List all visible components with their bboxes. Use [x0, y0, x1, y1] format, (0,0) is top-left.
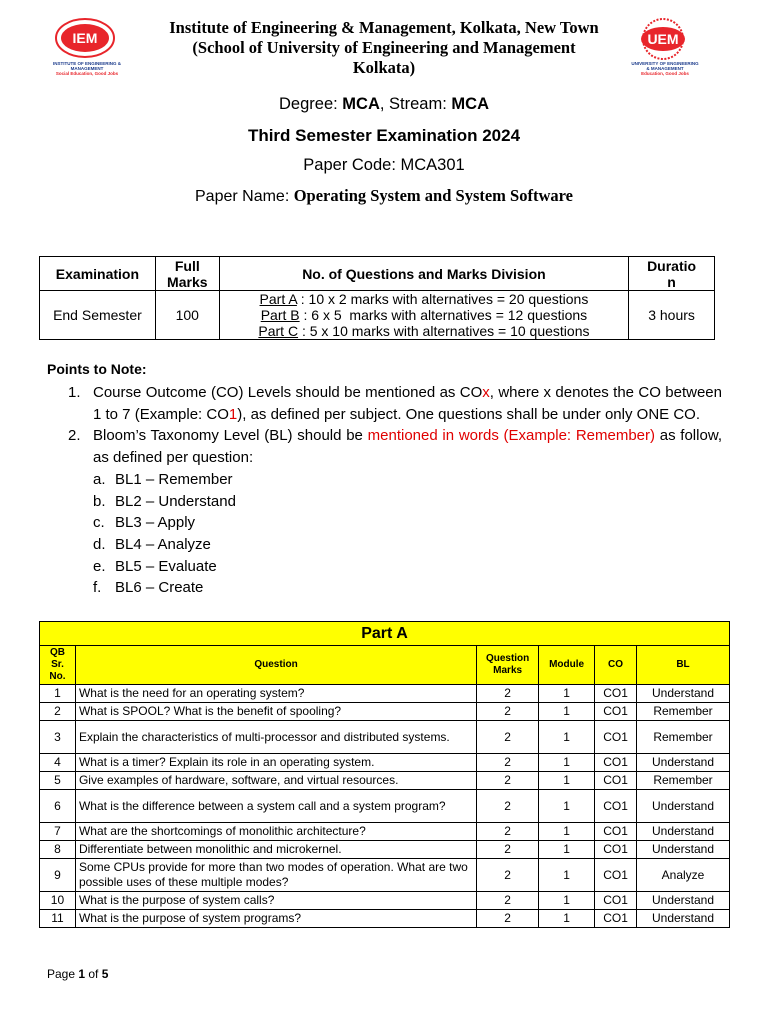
qb-no-cell: 2 [40, 703, 76, 721]
qb-no-cell: 9 [40, 859, 76, 892]
iem-logo [52, 18, 122, 76]
qb-no-cell: 3 [40, 721, 76, 754]
bloom-level-item: e. BL5 – Evaluate [93, 557, 217, 575]
marks-cell: 2 [477, 685, 539, 703]
part-a-division: Part A : 10 x 2 marks with alternatives = 20 questions [259, 291, 589, 307]
marks-cell: 2 [477, 910, 539, 928]
bl-cell: Understand [637, 685, 730, 703]
iem-emblem-icon [54, 18, 116, 60]
module-cell: 1 [539, 790, 595, 823]
col-examination: Examination [40, 257, 156, 291]
qb-no-cell: 4 [40, 754, 76, 772]
question-cell: What is the purpose of system programs? [75, 910, 476, 928]
bloom-levels-list [68, 469, 722, 599]
question-cell: Explain the characteristics of multi-processor and distributed systems. [75, 721, 476, 754]
marks-cell: 2 [477, 823, 539, 841]
iem-logo-subtitle: INSTITUTE OF ENGINEERING & MANAGEMENT Social Education, Good Jobs [52, 61, 121, 76]
part-a-header-row [40, 646, 730, 685]
co-cell: CO1 [595, 790, 637, 823]
qb-no-cell: 6 [40, 790, 76, 823]
marks-cell: 2 [477, 790, 539, 823]
question-cell: What is SPOOL? What is the benefit of spooling? [75, 703, 476, 721]
bloom-level-item: c. BL3 – Apply [93, 514, 196, 532]
part-b-division: Part B : 6 x 5 marks with alternatives = 12 questions [260, 307, 588, 323]
page-total: 5 [101, 967, 109, 981]
question-cell: What is the need for an operating system? [75, 685, 476, 703]
uem-logo-text: UEM [647, 31, 679, 47]
module-cell: 1 [539, 841, 595, 859]
marks-cell: 2 [477, 859, 539, 892]
uem-logo [630, 18, 700, 76]
module-cell: 1 [539, 772, 595, 790]
uem-logo-subtitle: UNIVERSITY OF ENGINEERING & MANAGEMENT Education, Good Jobs [631, 61, 699, 76]
stream-value: MCA [451, 95, 489, 113]
table-row [40, 823, 730, 841]
module-cell: 1 [539, 859, 595, 892]
page-footer: Page 1 of 5 [47, 967, 109, 981]
co-cell: CO1 [595, 823, 637, 841]
bl-cell: Remember [637, 772, 730, 790]
question-cell: What is the difference between a system call and a system program? [75, 790, 476, 823]
exam-type: End Semester [40, 291, 156, 340]
full-marks: 100 [155, 291, 219, 340]
bloom-level-item: a. BL1 – Remember [93, 470, 233, 488]
col-qb-no: QB Sr. No. [40, 646, 76, 685]
marks-cell: 2 [477, 721, 539, 754]
part-c-division: Part C : 5 x 10 marks with alternatives = 10 questions [258, 323, 590, 339]
module-cell: 1 [539, 892, 595, 910]
question-cell: Some CPUs provide for more than two modes of operation. What are two possible uses of these multiple modes? [75, 859, 476, 892]
qb-no-cell: 11 [40, 910, 76, 928]
qb-no-cell: 10 [40, 892, 76, 910]
qb-no-cell: 1 [40, 685, 76, 703]
col-co: CO [595, 646, 637, 685]
table-row [40, 721, 730, 754]
points-title: Points to Note: [47, 361, 147, 377]
table-row [40, 910, 730, 928]
question-cell: Give examples of hardware, software, and virtual resources. [75, 772, 476, 790]
col-module: Module [539, 646, 595, 685]
semester-title: Third Semester Examination 2024 [247, 126, 521, 145]
col-question: Question [75, 646, 476, 685]
table-row [40, 772, 730, 790]
qb-no-cell: 5 [40, 772, 76, 790]
qb-no-cell: 8 [40, 841, 76, 859]
bloom-level-item: d. BL4 – Analyze [93, 535, 211, 553]
module-cell: 1 [539, 721, 595, 754]
qb-no-cell: 7 [40, 823, 76, 841]
part-a-rows [40, 685, 730, 928]
marks-cell: 2 [477, 772, 539, 790]
paper-code: Paper Code: MCA301 [303, 156, 465, 174]
co-cell: CO1 [595, 841, 637, 859]
co-cell: CO1 [595, 721, 637, 754]
co-cell: CO1 [595, 892, 637, 910]
part-a-title: Part A [40, 622, 730, 646]
col-question-marks: Question Marks [477, 646, 539, 685]
table-row [40, 703, 730, 721]
marks-cell: 2 [477, 703, 539, 721]
col-division: No. of Questions and Marks Division [219, 257, 628, 291]
bl-cell: Analyze [637, 859, 730, 892]
summary-row [40, 291, 715, 340]
table-row [40, 892, 730, 910]
marks-cell: 2 [477, 892, 539, 910]
co-cell: CO1 [595, 910, 637, 928]
col-full-marks: Full Marks [155, 257, 219, 291]
uem-emblem-icon [632, 18, 694, 60]
institute-heading [130, 18, 638, 78]
page-number: 1 [78, 967, 86, 981]
summary-header-row [40, 257, 715, 291]
co-cell: CO1 [595, 703, 637, 721]
bl-cell: Understand [637, 823, 730, 841]
bloom-level-item: f. BL6 – Create [93, 579, 204, 597]
question-cell: What is the purpose of system calls? [75, 892, 476, 910]
bl-cell: Understand [637, 754, 730, 772]
module-cell: 1 [539, 910, 595, 928]
col-bl: BL [637, 646, 730, 685]
question-cell: Differentiate between monolithic and microkernel. [75, 841, 476, 859]
marks-division [219, 291, 628, 340]
bl-cell: Remember [637, 721, 730, 754]
paper-name: Paper Name: Operating System and System Software [195, 186, 573, 205]
module-cell: 1 [539, 685, 595, 703]
degree-value: MCA [342, 95, 380, 113]
table-row [40, 685, 730, 703]
module-cell: 1 [539, 823, 595, 841]
bloom-level-item: b. BL2 – Understand [93, 492, 236, 510]
table-row [40, 754, 730, 772]
institute-line-1: Institute of Engineering & Management, Kolkata, New Town [169, 18, 599, 37]
marks-cell: 2 [477, 841, 539, 859]
iem-logo-text: IEM [72, 30, 98, 46]
co-cell: CO1 [595, 685, 637, 703]
bl-cell: Understand [637, 841, 730, 859]
question-cell: What are the shortcomings of monolithic architecture? [75, 823, 476, 841]
bl-cell: Understand [637, 790, 730, 823]
col-duration: Duratio n [629, 257, 715, 291]
bl-cell: Understand [637, 910, 730, 928]
table-row [40, 841, 730, 859]
bl-cell: Understand [637, 892, 730, 910]
duration: 3 hours [629, 291, 715, 340]
co-cell: CO1 [595, 772, 637, 790]
module-cell: 1 [539, 754, 595, 772]
exam-summary-table [39, 256, 715, 340]
co-cell: CO1 [595, 859, 637, 892]
institute-line-3: Kolkata) [352, 58, 416, 77]
bl-cell: Remember [637, 703, 730, 721]
module-cell: 1 [539, 703, 595, 721]
point-1: 1. Course Outcome (CO) Levels should be mentioned as COx, where x denotes the CO between 1 to 7 (Example: CO1), as defined per subject. One questions shall be under only ONE CO. [68, 384, 722, 423]
institute-line-2: (School of University of Engineering and Management [192, 38, 576, 57]
marks-cell: 2 [477, 754, 539, 772]
points-list [68, 382, 722, 599]
question-cell: What is a timer? Explain its role in an operating system. [75, 754, 476, 772]
part-a-table [39, 621, 730, 928]
co-cell: CO1 [595, 754, 637, 772]
table-row [40, 790, 730, 823]
table-row [40, 859, 730, 892]
degree-line: Degree: MCA, Stream: MCA [279, 95, 489, 113]
point-2: 2. Bloom’s Taxonomy Level (BL) should be mentioned in words (Example: Remember) as follow, as defined per question: [68, 427, 722, 467]
paper-name-value: Operating System and System Software [293, 186, 573, 205]
